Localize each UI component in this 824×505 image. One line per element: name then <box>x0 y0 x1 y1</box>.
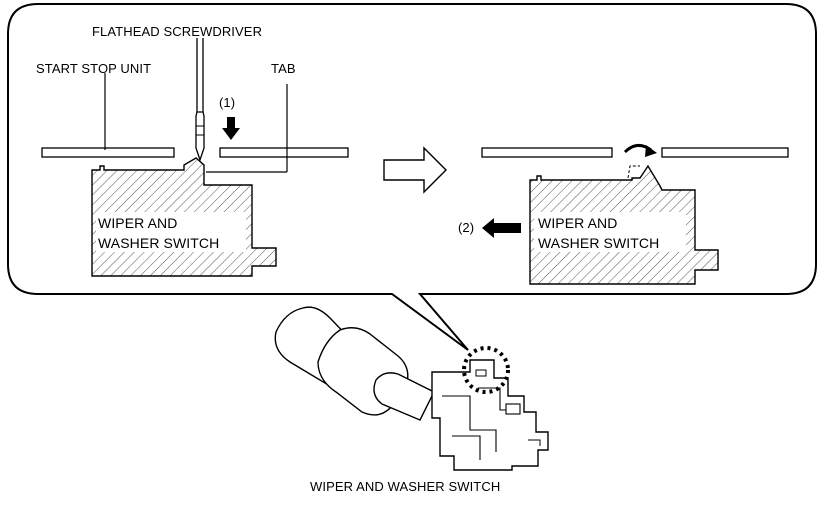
screwdriver-label: FLATHEAD SCREWDRIVER <box>92 24 263 39</box>
switch-label-right-line1: WIPER AND <box>538 215 618 231</box>
switch-label-left-line1: WIPER AND <box>98 215 178 231</box>
switch-label-left-line2: WASHER SWITCH <box>98 235 220 251</box>
bottom-caption: WIPER AND WASHER SWITCH <box>310 479 501 494</box>
tab-label: TAB <box>271 61 296 76</box>
start-stop-unit-label: START STOP UNIT <box>36 61 152 76</box>
switch-label-right-line2: WASHER SWITCH <box>538 235 660 251</box>
lever-handle <box>275 307 434 420</box>
step-1-label: (1) <box>219 95 236 110</box>
switch-housing <box>432 360 548 470</box>
step-2-label: (2) <box>458 220 475 235</box>
switch-assembly <box>275 307 548 470</box>
